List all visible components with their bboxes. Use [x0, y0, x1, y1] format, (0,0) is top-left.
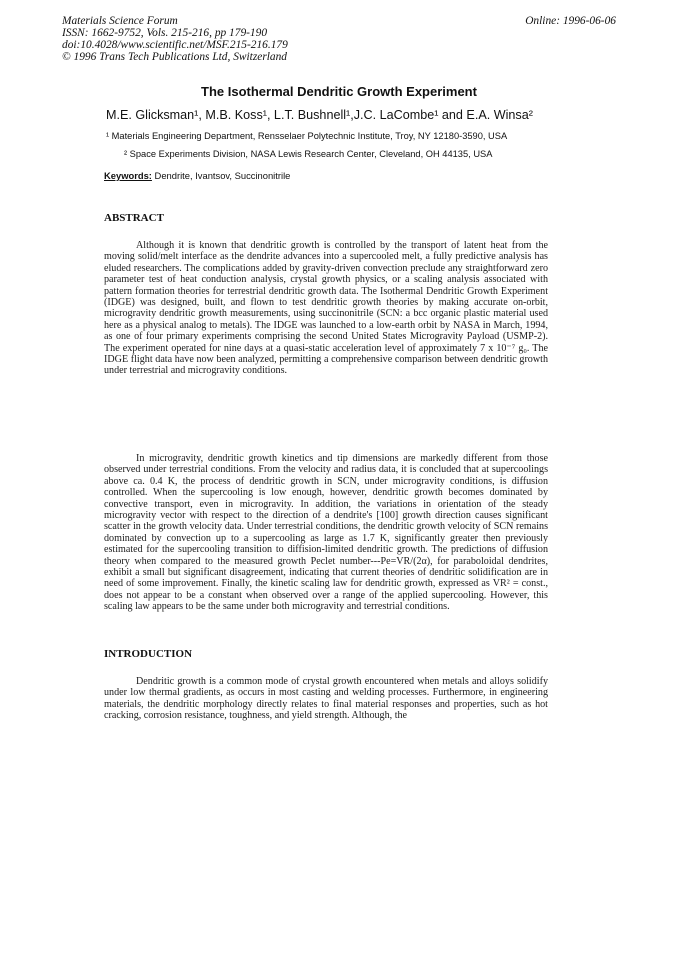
keywords-line [104, 170, 290, 181]
copyright-line: © 1996 Trans Tech Publications Ltd, Switzerland [62, 51, 287, 63]
abstract-heading: ABSTRACT [104, 212, 164, 224]
author-list: M.E. Glicksman¹, M.B. Koss¹, L.T. Bushnell¹,J.C. LaCombe¹ and E.A. Winsa² [106, 108, 533, 122]
keywords-label: Keywords: [104, 170, 152, 181]
paper-title: The Isothermal Dendritic Growth Experiment [201, 84, 477, 99]
online-date: Online: 1996-06-06 [525, 15, 616, 27]
abstract-paragraph-2: In microgravity, dendritic growth kinetics and tip dimensions are markedly different from those observed under terrestrial conditions. From the velocity and radius data, it is concluded that at supercoolings above ca. 0.4 K, the process of dendritic growth in SCN, under microgravity conditions, is diffusion controlled. When the supercooling is low enough, however, dendritic growth becomes dominated by convective transport, even in microgravity. In addition, the variations in orientation of the steady microgravity vector with respect to the direction of a dendrite's [100] growth direction causes significant scatter in the growth velocity data. Under terrestrial conditions, the dendritic growth velocity of SCN remains dominated by convection up to a supercooling as large as 1.7 K, significantly greater then previously estimated for the supercooling transition to diffision-limited dendritic growth. The predictions of diffusion theory when compared to the measured growth Peclet number---Pe=VR/(2α), for paraboloidal dendrites, exhibit a small but significant disagreement, indicating that current theories of dendritic solidification are in need of some improvement. Finally, the kinetic scaling law for dendritic growth, expressed as VR² = const., does not appear to be a constant when observed over a range of the applied supercooling. However, this scaling law appears to be the same under both microgravity and terrestrial conditions. [104, 453, 548, 613]
keywords-text: Dendrite, Ivantsov, Succinonitrile [151, 170, 291, 181]
introduction-paragraph: Dendritic growth is a common mode of crystal growth encountered when metals and alloys solidify under low thermal gradients, as occurs in most casting and welding processes. Furthermore, in engineering materials, the dendritic morphology directly relates to final material responses and properties, such as hot cracking, corrosion resistance, toughness, and yield strength. Although, the [104, 676, 548, 722]
introduction-heading: INTRODUCTION [104, 648, 193, 660]
affiliation-1: ¹ Materials Engineering Department, Rensselaer Polytechnic Institute, Troy, NY 12180-3590, USA [106, 131, 508, 141]
journal-header [62, 15, 288, 63]
issn-line: ISSN: 1662-9752, Vols. 215-216, pp 179-190 [62, 27, 268, 39]
abstract-paragraph-1: Although it is known that dendritic growth is controlled by the transport of latent heat from the moving solid/melt interface as the dendrite advances into a supercooled melt, a fully predictive analysis has eluded researchers. The complications added by gravity-driven convection preclude any straightforward zero parameter test of heat conduction analysis, crystal growth physics, or a scaling analysis associated with pattern formation theories for terrestrial dendritic growth data. The Isothermal Dendritic Growth Experiment (IDGE) was designed, built, and flown to test dendritic growth theories by making accurate on-orbit, microgravity dendritic growth measurements, using succinonitrile (SCN: a bcc organic plastic material used here as a physical analog to metals). The IDGE was launched to a low-earth orbit by NASA in March, 1994, as one of four primary experiments comprising the second United States Microgravity Payload (USMP-2). The experiment operated for nine days at a quasi-static acceleration level of approximately 7 x 10⁻⁷ g₀. The IDGE flight data have now been analyzed, permitting a comprehensive comparison between dendritic growth under terrestrial and microgravity conditions. [104, 240, 548, 377]
journal-name: Materials Science Forum [62, 15, 178, 27]
doi-line: doi:10.4028/www.scientific.net/MSF.215-216.179 [62, 39, 288, 51]
affiliation-2: ² Space Experiments Division, NASA Lewis Research Center, Cleveland, OH 44135, USA [124, 149, 493, 159]
